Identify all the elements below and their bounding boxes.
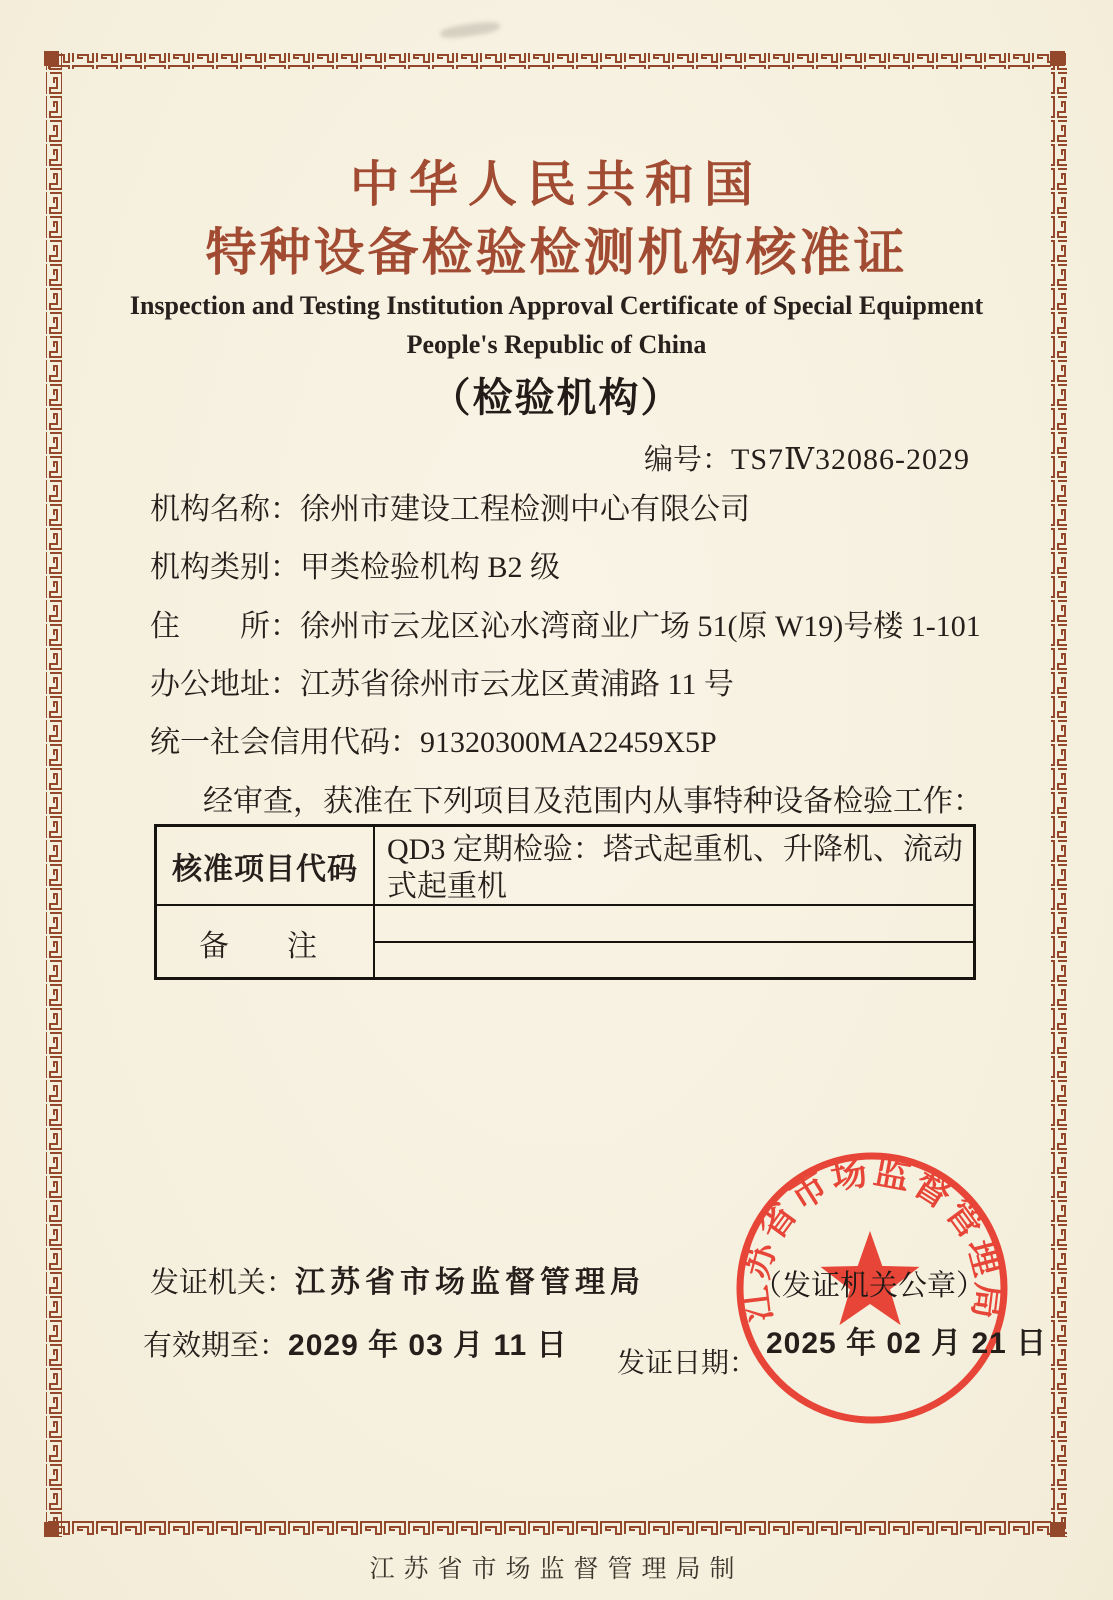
issuing-authority-label: 发证机关： (150, 1267, 296, 1299)
field-value: 江苏省徐州市云龙区黄浦路 11 号 (300, 668, 734, 701)
field-label: 机构类别： (150, 551, 300, 584)
serial-number-value: TS7Ⅳ32086-2029 (731, 443, 970, 476)
approval-code-header: 核准项目代码 (157, 827, 375, 906)
approval-code-value: QD3 定期检验：塔式起重机、升降机、流动式起重机 (375, 827, 973, 906)
seal-caption: （发证机关公章） (753, 1270, 986, 1302)
footer-issuer-imprint: 江苏省市场监督管理局制 (369, 1556, 744, 1583)
field-label: 住 所： (150, 610, 300, 643)
subtitle-english-line2: People's Republic of China (406, 330, 707, 359)
issuing-authority-value: 江苏省市场监督管理局 (295, 1266, 646, 1299)
field-value: 徐州市建设工程检测中心有限公司 (300, 493, 750, 526)
field-value: 徐州市云龙区沁水湾商业广场 51(原 W19)号楼 1-101 (300, 610, 981, 643)
remarks-header: 备 注 (157, 906, 375, 980)
institution-category-heading: （检验机构） (430, 376, 683, 420)
field-value: 甲类检验机构 B2 级 (300, 551, 561, 584)
issue-date-value: 2025 年 02 月 21 日 (766, 1327, 1048, 1360)
serial-number-label: 编号： (644, 444, 732, 476)
issue-date-label: 发证日期： (617, 1348, 758, 1379)
title-country: 中华人民共和国 (349, 157, 763, 212)
field-label: 统一社会信用代码： (150, 726, 420, 759)
field-label: 办公地址： (150, 668, 300, 701)
title-certificate-name: 特种设备检验检测机构核准证 (205, 226, 908, 282)
valid-until-value: 2029 年 03 月 11 日 (288, 1329, 568, 1362)
field-value: 91320300MA22459X5P (420, 726, 717, 759)
seal-arc-text: 江苏省市场监督管理局 (734, 1151, 1010, 1325)
approval-statement: 经审查，获准在下列项目及范围内从事特种设备检验工作： (203, 785, 983, 818)
valid-until-label: 有效期至： (143, 1330, 289, 1362)
field-label: 机构名称： (150, 493, 300, 526)
subtitle-english-line1: Inspection and Testing Institution Approval Certificate of Special Equipment (129, 291, 984, 320)
